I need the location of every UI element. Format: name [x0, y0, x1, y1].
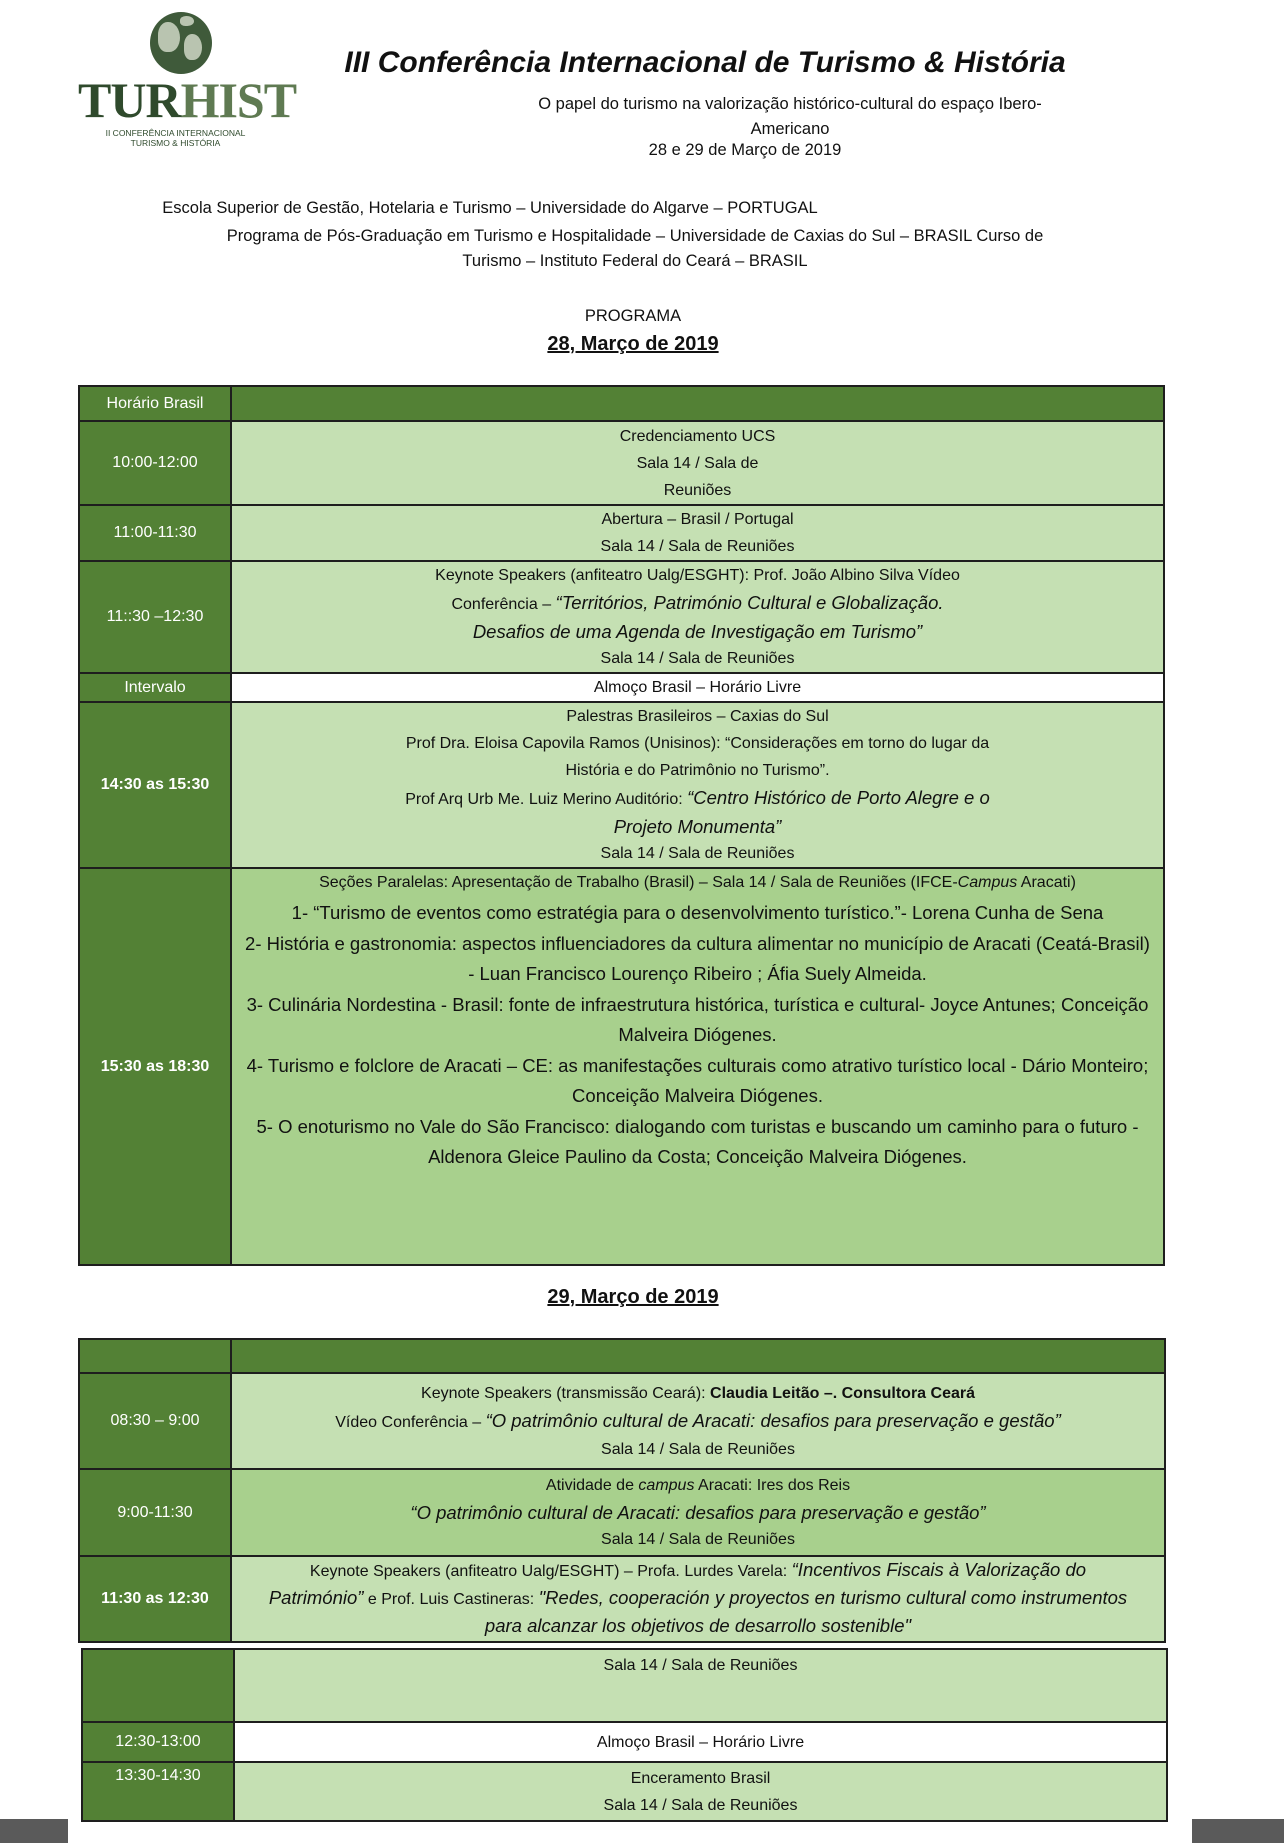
session-line: Palestras Brasileiros – Caxias do Sul: [566, 708, 829, 725]
day2-heading: 29, Março de 2019: [547, 1286, 719, 1308]
session-cell: [231, 505, 1164, 561]
table-row: [79, 421, 1164, 505]
header-time-cell: [79, 1339, 231, 1373]
time-cell: 12:30-13:00: [82, 1722, 234, 1762]
page-edge-right: [1192, 1819, 1284, 1843]
session-cell: [231, 868, 1164, 1265]
table-row: [79, 1373, 1165, 1469]
header-content-cell: [231, 386, 1164, 421]
time-cell: 9:00-11:30: [79, 1469, 231, 1556]
session-cell: [231, 1556, 1165, 1642]
talk-title-cont: Desafios de uma Agenda de Investigação em Turismo”: [472, 621, 923, 642]
list-item: 4- Turismo e folclore de Aracati – CE: as manifestações culturais como atrativo turístico local - Dário Monteiro; Conceição Malveira Diógenes.: [246, 1054, 1149, 1106]
globe-icon: [150, 12, 212, 74]
time-cell: 11::30 –12:30: [79, 561, 231, 673]
session-line: [232, 784, 1163, 813]
list-item: 5- O enoturismo no Vale do São Francisco: dialogando com turistas e buscando um caminho para o futuro - Aldenora Gleice Paulino da Costa; Conceição Malveira Diógenes.: [256, 1115, 1139, 1167]
time-cell: Intervalo: [79, 673, 231, 702]
table-header-row: [79, 1339, 1165, 1373]
table-row: [79, 673, 1164, 702]
session-line: Keynote Speakers (anfiteatro Ualg/ESGHT): Prof. João Albino Silva Vídeo: [435, 567, 960, 584]
talk-title: “O patrimônio cultural de Aracati: desafios para preservação e gestão”: [485, 1409, 1061, 1431]
list-item: 3- Culinária Nordestina - Brasil: fonte de infraestrutura histórica, turística e cultural- Joyce Antunes; Conceição Malveira Diógenes.: [246, 993, 1149, 1045]
program-label: PROGRAMA: [584, 307, 682, 325]
session-campus: campus: [638, 1477, 695, 1494]
session-room: Sala 14 / Sala de Reuniões: [600, 538, 795, 555]
conference-title: III Conferência Internacional de Turismo & História: [344, 46, 1066, 79]
session-cell: [231, 561, 1164, 673]
speaker-name: Claudia Leitão –. Consultora Ceará: [710, 1384, 975, 1402]
talk-title: “Centro Histórico de Porto Alegre e o: [687, 787, 990, 808]
session-prefix: Conferência –: [451, 596, 556, 613]
table-row: [79, 868, 1164, 1265]
table-row: [82, 1649, 1167, 1722]
list-item: 2- História e gastronomia: aspectos influenciadores da cultura alimentar no município de Aracati (Ceatá-Brasil) - Luan Francisco Lourenço Ribeiro ; Áfia Suely Almeida.: [245, 932, 1150, 984]
session-line: História e do Patrimônio no Turismo”.: [565, 762, 830, 779]
talk-title: “Territórios, Património Cultural e Globalização.: [555, 592, 944, 613]
session-suffix: Aracati): [1017, 874, 1076, 891]
table-row: [79, 561, 1164, 673]
table-row: [79, 702, 1164, 868]
table-row: [82, 1722, 1167, 1762]
session-cell: [231, 702, 1164, 868]
talk-title: “Incentivos Fiscais à Valorização do Património”: [268, 1559, 1087, 1608]
session-cell: [234, 1762, 1167, 1821]
session-line: [232, 1380, 1164, 1407]
session-cell: [231, 421, 1164, 505]
session-cell: [231, 1373, 1165, 1469]
session-campus: Campus: [957, 874, 1018, 891]
logo-subtitle-1: II CONFERÊNCIA INTERNACIONAL: [105, 128, 246, 138]
list-item: 1- “Turismo de eventos como estratégia para o desenvolvimento turístico.”- Lorena Cunha de Sena: [291, 902, 1104, 923]
conference-logo: [78, 12, 297, 148]
page-edge-left: [0, 1819, 68, 1843]
session-line: Almoço Brasil – Horário Livre: [593, 679, 802, 696]
session-line: [232, 1407, 1164, 1436]
session-middle: e Prof. Luis Castineras:: [363, 1591, 539, 1608]
session-cell: [231, 673, 1164, 702]
logo-subtitle-2: TURISMO & HISTÓRIA: [130, 138, 221, 148]
table-row: [79, 505, 1164, 561]
time-cell: [82, 1649, 234, 1722]
session-room: Sala 14 / Sala de Reuniões: [601, 1531, 795, 1548]
session-line: Prof Dra. Eloisa Capovila Ramos (Unisinos): “Considerações em torno do lugar da: [405, 735, 990, 752]
talk-title-cont: Projeto Monumenta”: [613, 816, 782, 837]
institution-1: Escola Superior de Gestão, Hotelaria e Turismo – Universidade do Algarve – PORTUGAL: [162, 199, 818, 217]
table-row: [82, 1762, 1167, 1821]
session-prefix: Atividade de: [545, 1477, 639, 1494]
table-header-row: [79, 386, 1164, 421]
table-row: [79, 1469, 1165, 1556]
time-cell: 11:00-11:30: [79, 505, 231, 561]
time-cell: 14:30 as 15:30: [79, 702, 231, 868]
session-line: Almoço Brasil – Horário Livre: [596, 1733, 805, 1751]
time-cell: 13:30-14:30: [82, 1762, 234, 1821]
session-line: [232, 869, 1163, 896]
table-row: [79, 1556, 1165, 1642]
session-room: Sala 14 / Sala de Reuniões: [600, 845, 795, 862]
day1-heading: 28, Março de 2019: [547, 333, 719, 355]
time-cell: 08:30 – 9:00: [79, 1373, 231, 1469]
header-content-cell: [231, 1339, 1165, 1373]
session-prefix: Prof Arq Urb Me. Luiz Merino Auditório:: [405, 791, 688, 808]
session-prefix: Keynote Speakers (transmissão Ceará):: [421, 1384, 711, 1402]
session-room-cont: Reuniões: [663, 481, 732, 499]
session-room: Sala 14 / Sala de Reuniões: [603, 1657, 798, 1674]
session-line: [232, 589, 1163, 618]
time-cell: 15:30 as 18:30: [79, 868, 231, 1265]
session-room: Sala 14 / Sala de Reuniões: [601, 1440, 795, 1458]
session-room: Sala 14 / Sala de Reuniões: [603, 1796, 798, 1814]
session-room: Sala 14 / Sala de: [636, 454, 759, 472]
session-prefix: Seções Paralelas: Apresentação de Trabalho (Brasil) – Sala 14 / Sala de Reuniões (IFCE-: [319, 874, 958, 891]
day1-schedule-table: [78, 385, 1165, 1266]
day2-schedule-table: [78, 1338, 1166, 1643]
session-line: Enceramento Brasil: [630, 1769, 771, 1787]
header-time-cell: Horário Brasil: [79, 386, 231, 421]
logo-wordmark: TURHIST: [78, 72, 297, 128]
session-room: Sala 14 / Sala de Reuniões: [600, 650, 795, 667]
session-line: Abertura – Brasil / Portugal: [601, 511, 794, 528]
session-cell: [234, 1649, 1167, 1722]
session-prefix: Keynote Speakers (anfiteatro Ualg/ESGHT) – Profa. Lurdes Varela:: [309, 1563, 792, 1580]
session-line: Credenciamento UCS: [619, 427, 776, 445]
session-cell: [231, 1469, 1165, 1556]
session-cell: [234, 1722, 1167, 1762]
session-suffix: Aracati: Ires dos Reis: [694, 1477, 851, 1494]
talk-title: “O patrimônio cultural de Aracati: desafios para preservação e gestão”: [410, 1502, 986, 1523]
conference-dates: 28 e 29 de Março de 2019: [648, 141, 842, 159]
day2-schedule-table-2: [81, 1648, 1168, 1822]
conference-subtitle: O papel do turismo na valorização histórico-cultural do espaço Ibero-Americano: [538, 95, 1042, 138]
institution-2: Programa de Pós-Graduação em Turismo e Hospitalidade – Universidade de Caxias do Sul – BRASIL Curso de Turismo – Instituto Federal do Ceará – BRASIL: [226, 227, 1044, 270]
session-line: [232, 1472, 1164, 1499]
talk-title-2: "Redes, cooperación y proyectos en turismo cultural como instrumentos para alcanzar los objetivos de desarrollo sostenible": [484, 1587, 1128, 1636]
time-cell: 10:00-12:00: [79, 421, 231, 505]
session-prefix: Vídeo Conferência –: [335, 1413, 486, 1431]
time-cell: 11:30 as 12:30: [79, 1556, 231, 1642]
